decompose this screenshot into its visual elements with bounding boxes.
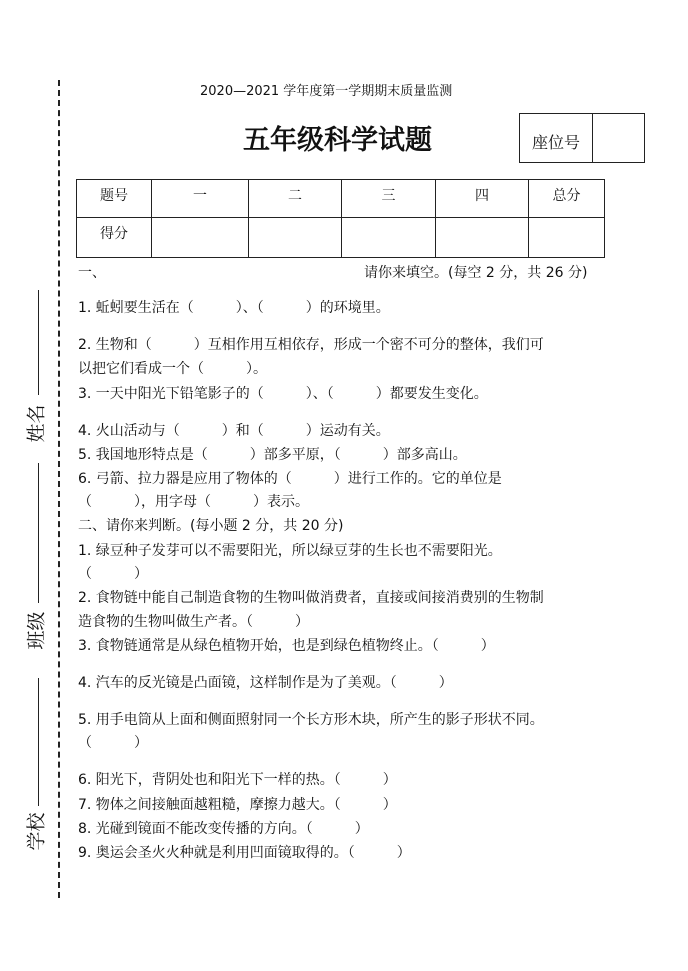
score-header-cell: 二: [249, 180, 342, 218]
score-header-cell: 四: [436, 180, 529, 218]
score-header-cell: 总分: [529, 180, 605, 218]
question-line: 8. 光碰到镜面不能改变传播的方向。（ ）: [78, 821, 369, 837]
score-cell[interactable]: [152, 218, 249, 258]
school-field-line[interactable]: [38, 678, 39, 806]
score-header-cell: 三: [342, 180, 436, 218]
question-line: 6. 阳光下，背阴处也和阳光下一样的热。（ ）: [78, 772, 397, 788]
score-table: [76, 179, 605, 258]
question-line: 2. 生物和（ ）互相作用互相依存，形成一个密不可分的整体，我们可: [78, 337, 544, 353]
score-row-label: 得分: [77, 218, 152, 258]
question-line: （ ），用字母（ ）表示。: [78, 494, 309, 510]
score-cell[interactable]: [529, 218, 605, 258]
class-label: 班级: [25, 611, 48, 650]
school-label: 学校: [25, 812, 48, 851]
score-header-cell: 题号: [77, 180, 152, 218]
question-line: 造食物的生物叫做生产者。（ ）: [78, 614, 309, 630]
question-line: 4. 火山活动与（ ）和（ ）运动有关。: [78, 423, 390, 439]
class-field-line[interactable]: [38, 463, 39, 603]
section1-prefix: 一、: [78, 265, 106, 281]
seat-number-input[interactable]: [593, 114, 645, 163]
score-cell[interactable]: [249, 218, 342, 258]
question-line: （ ）: [78, 566, 148, 582]
name-label: 姓名: [25, 404, 48, 443]
section2-title: 二、请你来判断。(每小题 2 分，共 20 分): [78, 518, 344, 534]
question-line: 5. 用手电筒从上面和侧面照射同一个长方形木块，所产生的影子形状不同。: [78, 712, 544, 728]
name-field-line[interactable]: [38, 290, 39, 395]
question-line: 4. 汽车的反光镜是凸面镜，这样制作是为了美观。（ ）: [78, 675, 453, 691]
question-line: 以把它们看成一个（ ）。: [78, 361, 267, 377]
question-line: （ ）: [78, 735, 148, 751]
question-line: 6. 弓箭、拉力器是应用了物体的（ ）进行工作的。它的单位是: [78, 471, 502, 487]
question-line: 2. 食物链中能自己制造食物的生物叫做消费者，直接或间接消费别的生物制: [78, 590, 544, 606]
question-line: 7. 物体之间接触面越粗糙，摩擦力越大。（ ）: [78, 797, 397, 813]
score-header-cell: 一: [152, 180, 249, 218]
seat-number-box: [519, 113, 645, 163]
exam-title: 五年级科学试题: [243, 125, 432, 156]
seat-number-label: 座位号: [520, 114, 593, 163]
score-cell[interactable]: [342, 218, 436, 258]
binding-dash-line: [58, 80, 60, 898]
exam-subtitle: 2020—2021 学年度第一学期期末质量监测: [200, 84, 453, 99]
question-line: 5. 我国地形特点是（ ）部多平原，（ ）部多高山。: [78, 447, 467, 463]
score-cell[interactable]: [436, 218, 529, 258]
question-line: 1. 绿豆种子发芽可以不需要阳光，所以绿豆芽的生长也不需要阳光。: [78, 543, 502, 559]
question-line: 9. 奥运会圣火火种就是利用凹面镜取得的。（ ）: [78, 845, 411, 861]
question-line: 3. 一天中阳光下铅笔影子的（ ）、（ ）都要发生变化。: [78, 386, 488, 402]
question-line: 3. 食物链通常是从绿色植物开始，也是到绿色植物终止。（ ）: [78, 638, 495, 654]
section1-title: 请你来填空。(每空 2 分，共 26 分): [364, 265, 588, 281]
question-line: 1. 蚯蚓要生活在（ ）、（ ）的环境里。: [78, 300, 390, 316]
